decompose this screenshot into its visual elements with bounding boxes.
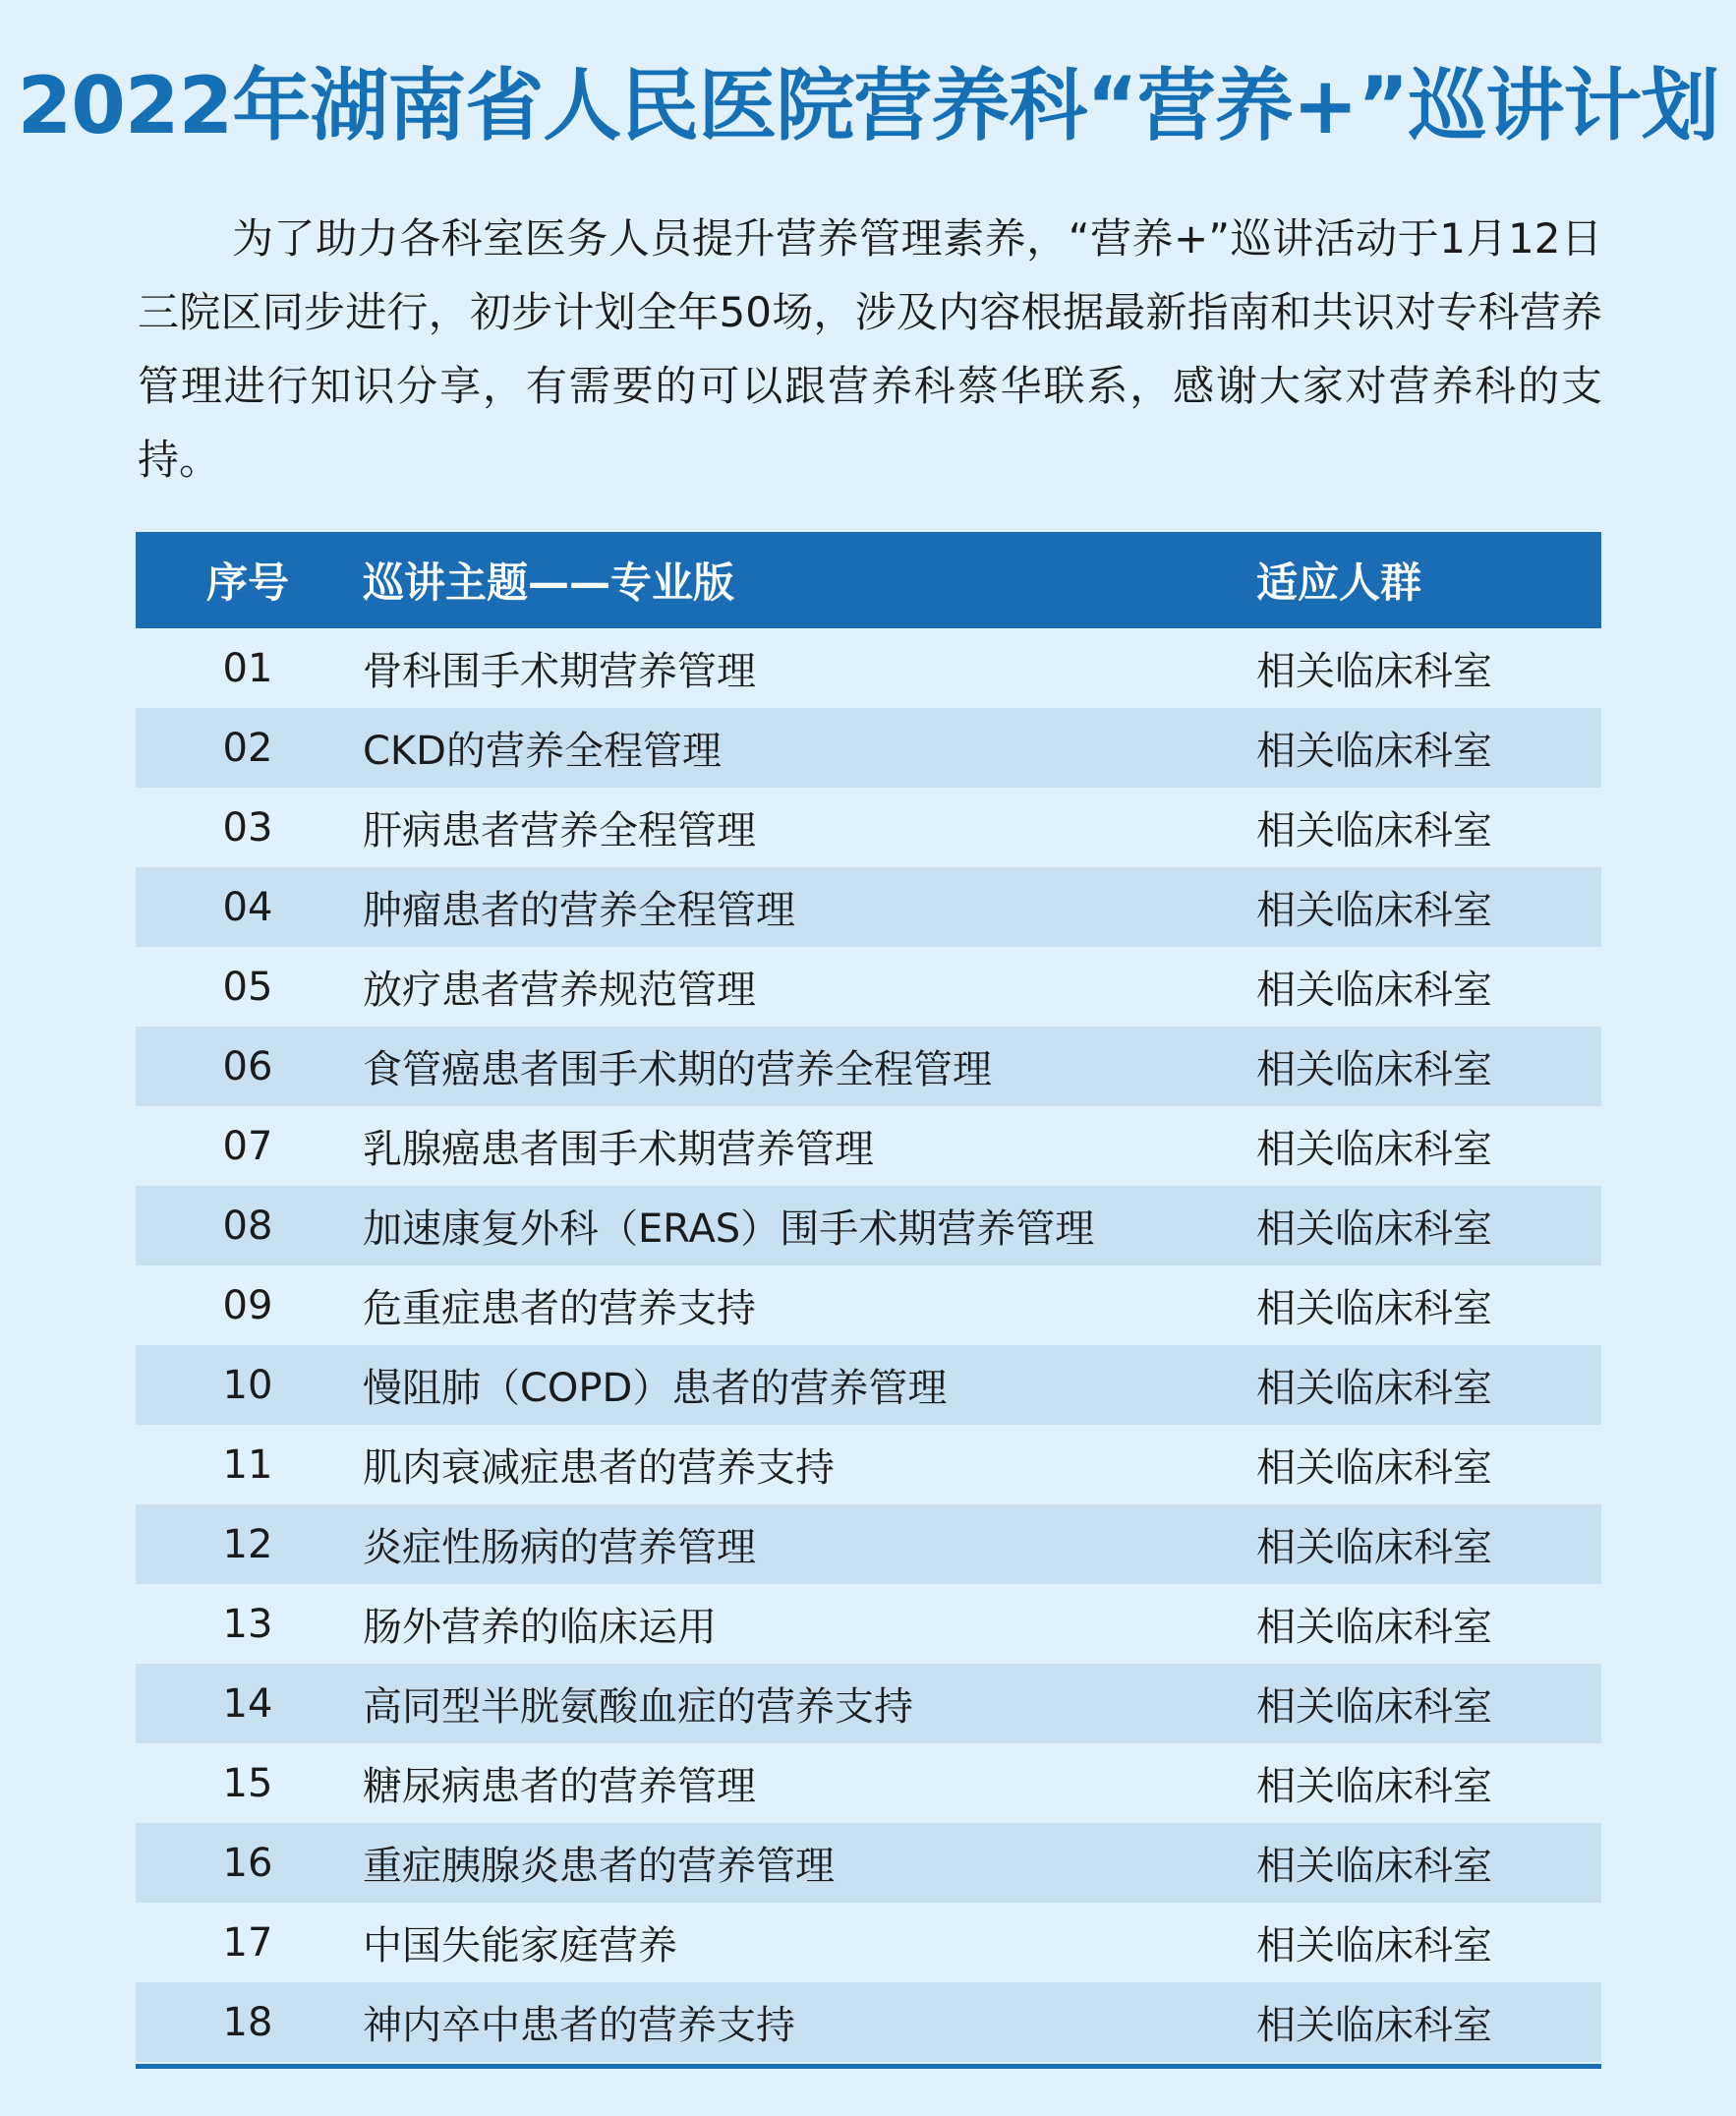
row-topic: 肝病患者营养全程管理 [363, 808, 756, 853]
row-topic: 中国失能家庭营养 [363, 1923, 677, 1969]
table-row [136, 1345, 1601, 1425]
row-audience: 相关临床科室 [1256, 2003, 1492, 2048]
row-topic: 乳腺癌患者围手术期营养管理 [363, 1127, 874, 1172]
header-audience: 适应人群 [1256, 558, 1422, 607]
row-number: 16 [222, 1840, 273, 1886]
row-audience: 相关临床科室 [1256, 1684, 1492, 1730]
table-header [136, 532, 1601, 628]
table-row [136, 628, 1601, 708]
table-row [136, 947, 1601, 1027]
table-row [136, 1903, 1601, 1982]
row-audience: 相关临床科室 [1256, 1286, 1492, 1331]
row-topic: 加速康复外科（ERAS）围手术期营养管理 [363, 1206, 1095, 1252]
table-row [136, 1027, 1601, 1106]
table-row [136, 1743, 1601, 1823]
row-number: 15 [222, 1760, 273, 1806]
row-audience: 相关临床科室 [1256, 1923, 1492, 1969]
row-number: 07 [222, 1123, 273, 1169]
row-audience: 相关临床科室 [1256, 1047, 1492, 1092]
row-topic: 肠外营养的临床运用 [363, 1605, 717, 1650]
row-audience: 相关临床科室 [1256, 1127, 1492, 1172]
row-topic: 慢阻肺（COPD）患者的营养管理 [363, 1366, 948, 1411]
row-audience: 相关临床科室 [1256, 1605, 1492, 1650]
row-number: 05 [222, 964, 273, 1010]
table-row [136, 1664, 1601, 1743]
table-row [136, 1106, 1601, 1186]
row-audience: 相关临床科室 [1256, 1844, 1492, 1889]
row-number: 17 [222, 1919, 273, 1966]
schedule-table [136, 532, 1601, 2069]
row-audience: 相关临床科室 [1256, 1206, 1492, 1252]
intro-paragraph: 为了助力各科室医务人员提升营养管理素养，“营养+”巡讲活动于1月12日三院区同步进行，初步计划全年50场，涉及内容根据最新指南和共识对专科营养管理进行知识分享，有需要的可以跟营养科蔡华联系，感谢大家对营养科的支持。 [138, 214, 1602, 484]
row-audience: 相关临床科室 [1256, 1764, 1492, 1809]
table-row [136, 1425, 1601, 1504]
table-row [136, 1265, 1601, 1345]
table-row [136, 1823, 1601, 1903]
row-number: 02 [222, 725, 273, 771]
row-topic: 骨科围手术期营养管理 [363, 649, 756, 694]
row-topic: 食管癌患者围手术期的营养全程管理 [363, 1047, 992, 1092]
row-number: 12 [222, 1521, 273, 1567]
page-title: 2022年湖南省人民医院营养科“营养+”巡讲计划 [17, 60, 1719, 151]
row-audience: 相关临床科室 [1256, 888, 1492, 933]
row-audience: 相关临床科室 [1256, 968, 1492, 1013]
row-number: 04 [222, 884, 273, 930]
table-body [136, 628, 1601, 2062]
row-topic: 糖尿病患者的营养管理 [363, 1764, 756, 1809]
row-number: 13 [222, 1601, 273, 1647]
row-number: 01 [222, 645, 273, 691]
row-topic: 高同型半胱氨酸血症的营养支持 [363, 1684, 913, 1730]
row-number: 14 [222, 1680, 273, 1727]
row-topic: 放疗患者营养规范管理 [363, 968, 756, 1013]
row-audience: 相关临床科室 [1256, 649, 1492, 694]
row-audience: 相关临床科室 [1256, 1525, 1492, 1570]
row-number: 18 [222, 1999, 273, 2045]
row-topic: 肌肉衰减症患者的营养支持 [363, 1445, 835, 1491]
row-topic: 肿瘤患者的营养全程管理 [363, 888, 795, 933]
row-topic: 炎症性肠病的营养管理 [363, 1525, 756, 1570]
row-topic: 重症胰腺炎患者的营养管理 [363, 1844, 835, 1889]
row-number: 09 [222, 1282, 273, 1328]
row-number: 08 [222, 1203, 273, 1249]
table-row [136, 1504, 1601, 1584]
row-audience: 相关临床科室 [1256, 1445, 1492, 1491]
table-row [136, 708, 1601, 788]
row-audience: 相关临床科室 [1256, 1366, 1492, 1411]
row-number: 11 [222, 1441, 273, 1488]
table-row [136, 1186, 1601, 1265]
table-row [136, 1584, 1601, 1664]
header-topic: 巡讲主题——专业版 [363, 558, 735, 607]
row-topic: 危重症患者的营养支持 [363, 1286, 756, 1331]
row-number: 06 [222, 1043, 273, 1089]
row-topic: CKD的营养全程管理 [363, 729, 722, 774]
row-audience: 相关临床科室 [1256, 729, 1492, 774]
header-number: 序号 [205, 558, 289, 607]
row-number: 03 [222, 804, 273, 851]
row-number: 10 [222, 1362, 273, 1408]
table-row [136, 788, 1601, 867]
table-row [136, 867, 1601, 947]
row-audience: 相关临床科室 [1256, 808, 1492, 853]
table-bottom-rule [136, 2064, 1601, 2069]
table-row [136, 1982, 1601, 2062]
row-topic: 神内卒中患者的营养支持 [363, 2003, 795, 2048]
